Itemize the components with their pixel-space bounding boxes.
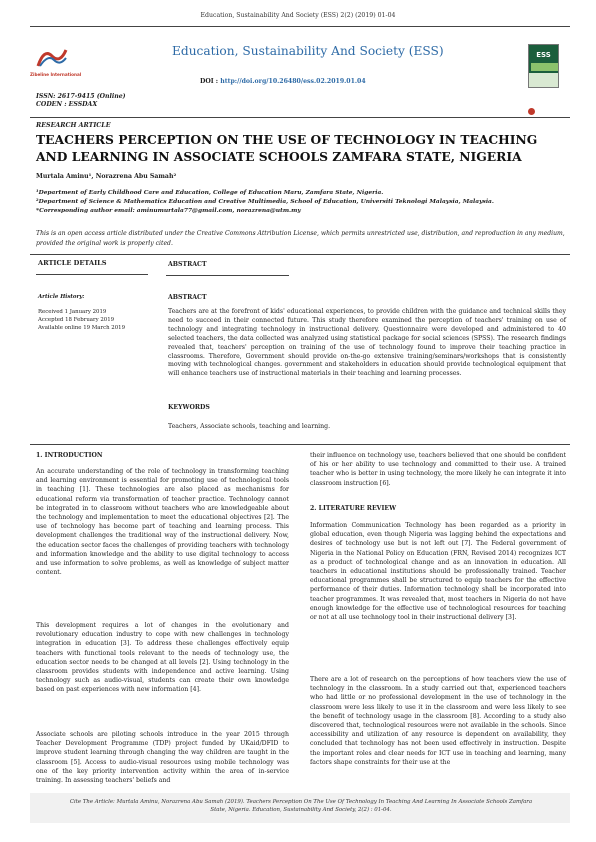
cover-decoration — [531, 63, 558, 71]
received-date: Received 1 January 2019 — [38, 309, 107, 315]
journal-cover-image — [528, 44, 559, 88]
corresponding-author: *Corresponding author email: aminumurtala77@gmail.com, norazrena@utm.my — [36, 207, 301, 214]
keywords-text: Teachers, Associate schools, teaching and learning. — [168, 423, 331, 430]
header-rule — [30, 26, 570, 27]
doi-line — [200, 78, 366, 85]
doi-link[interactable]: http://doi.org/10.26480/ess.02.2019.01.04 — [220, 78, 366, 85]
publisher-logo-text: Zibeline International — [30, 72, 82, 77]
literature-paragraph-1: Information Communication Technology has been regarded as a priority in global education, even though Nigeria was lagging behind the expectations and desires of technology use but is not left out [7]. The Federal government of Nigeria in the National Policy on Education (FRN, Revised 2014) recognizes ICT as a product of technological change and as an innovation in education. All teachers in educational institutions should be professionally trained. Teacher educational programmes shall be structured to equip teachers for the effective performance of their duties. Information technology shall be incorporated into teacher programmes. It was revealed that, most teachers in Nigeria do not have enough knowledge for the effective use of technological resources for teaching or not at all use technology tool in their instructional delivery [3]. — [310, 522, 566, 622]
abstract-heading: ABSTRACT — [168, 294, 207, 301]
introduction-heading: 1. INTRODUCTION — [36, 452, 103, 459]
history-label: Article History: — [38, 294, 85, 300]
abstract-heading-top: ABSTRACT — [168, 261, 207, 268]
abstract-text: Teachers are at the forefront of kids' educational experiences, to provide children with the guidance and technical skills they need to succeed in their connected future. This study therefore examined the perception of teachers' training on use of technology and integrating technology in instructional delivery. Questionnaire were developed and administered to 40 selected teachers, the data collected was analyzed using statistical package for social sciences (SPSS). The research findings revealed that, teachers' perception on training of the use of technology found to improve their teaching practice in classrooms. Therefore, Government should provide on-the-go extensive training/seminars/workshops that is consistently moving with technological changes. government and stakeholders in education should provide technological equipment that will enhance teachers use of instructional materials in their teaching and learning processes. — [168, 308, 566, 378]
details-top-rule — [30, 254, 570, 255]
article-type: RESEARCH ARTICLE — [36, 122, 111, 129]
details-heading-rule — [36, 274, 148, 275]
intro-continuation: their influence on technology use, teachers believed that one should be confident of his or her ability to use technology and committed to their use. A trained teacher who is better in using technology, the more likely he can integrate it into classroom instruction [6]. — [310, 452, 566, 487]
literature-review-heading: 2. LITERATURE REVIEW — [310, 505, 397, 512]
available-date: Available online 19 March 2019 — [38, 325, 126, 331]
issn: ISSN: 2617-9415 (Online) — [36, 93, 126, 100]
affiliation-1: ¹Department of Early Childhood Care and Education, College of Education Maru, Zamfara State, Nigeria. — [36, 189, 384, 196]
publisher-dot-icon — [528, 108, 535, 115]
citation-line-2: State, Nigeria. Education, Sustainability And Society, 2(2) : 01-04. — [210, 807, 392, 813]
keywords-heading: KEYWORDS — [168, 404, 210, 411]
coden: CODEN : ESSDAX — [36, 101, 98, 108]
accepted-date: Accepted 18 February 2019 — [38, 317, 115, 323]
doi-label: DOI : — [200, 78, 221, 85]
running-header: Education, Sustainability And Society (ESS) 2(2) (2019) 01-04 — [200, 12, 396, 19]
abstract-heading-rule — [166, 275, 289, 276]
cover-abbr: ESS — [536, 51, 551, 59]
intro-paragraph-2: This development requires a lot of changes in the evolutionary and revolutionary education industry to cope with new challenges in technology integration in education [3]. To address these challenges effectively equip teachers with functional tools relevant to the needs of technology use, the education sector needs to be changed at all levels [2]. Using technology in the classroom provides students with independence and active learning. Using technology such as audio-visual, students can create their own knowledge based on past experiences with new information [4]. — [36, 622, 289, 694]
publisher-logo-icon — [36, 46, 68, 68]
title-rule — [30, 117, 570, 118]
intro-paragraph-1: An accurate understanding of the role of technology in transforming teaching and learning environment is essential for promoting use of technological tools in teaching [1]. These technologies are also placed as mechanisms for educational reform via transformation of teacher practice. Technology cannot be integrated in to classroom without teachers who are knowledgeable about the technology and implementation to meet the educational objectives [2]. The use of technology has become part of teaching and learning process. This development challenges the traditional way of the instructional delivery. Now, the education sector faces the challenges of providing teachers with technology and information knowledge and the ability to use digital technology to access and use information to solve problems, as well as knowledge of subject matter content. — [36, 468, 289, 577]
authors: Murtala Aminu¹, Norazrena Abu Samah² — [36, 173, 177, 180]
cover-decoration-band — [529, 73, 558, 87]
body-top-rule — [30, 444, 570, 445]
affiliation-2: ²Department of Science & Mathematics Education and Creative Multimedia, School of Education, Universiti Teknologi Malaysia, Malaysia. — [36, 198, 494, 205]
article-details-heading: ARTICLE DETAILS — [38, 259, 107, 267]
citation-footer — [36, 798, 566, 814]
journal-title: Education, Sustainability And Society (ESS) — [172, 44, 444, 58]
literature-paragraph-2: There are a lot of research on the perceptions of how teachers view the use of technology in the classroom. In a study carried out that, experienced teachers who had little or no professional development in the use of technology in the classroom were less likely to use it in the classroom and were less likely to see the benefit of technology usage in the classroom [8]. According to a study also discovered that, technological resources were not available in the schools. Since accessibility and utilization of any resource is dependent on availability, they concluded that technology has not been used effectively in instruction. Despite the important roles and clear needs for ICT use in teaching and learning, many factors shape constraints for their use at the — [310, 676, 566, 766]
cover-publisher-logo — [528, 108, 559, 122]
intro-paragraph-3: Associate schools are piloting schools introduce in the year 2015 through Teacher Development Programme (TDP) project funded by UKaid/DFID to improve student learning through changing the way children are taught in the classroom [5]. Access to audio-visual resources using mobile technology was one of the key priority intervention activity within the area of in-service training. In assessing teachers' beliefs and — [36, 731, 289, 785]
license-notice: This is an open access article distributed under the Creative Commons Attribution License, which permits unrestricted use, distribution, and reproduction in any medium, provided the original work is properly cited. — [36, 230, 565, 247]
article-title: TEACHERS PERCEPTION ON THE USE OF TECHNOLOGY IN TEACHING AND LEARNING IN ASSOCIATE SCHOOLS ZAMFARA STATE, NIGERIA — [36, 132, 538, 164]
citation-line-1: Cite The Article: Murtala Aminu, Norazrena Abu Samah (2019). Teachers Perception On The Use Of Technology In Teaching And Learning In Associate Schools Zamfara — [69, 799, 533, 805]
